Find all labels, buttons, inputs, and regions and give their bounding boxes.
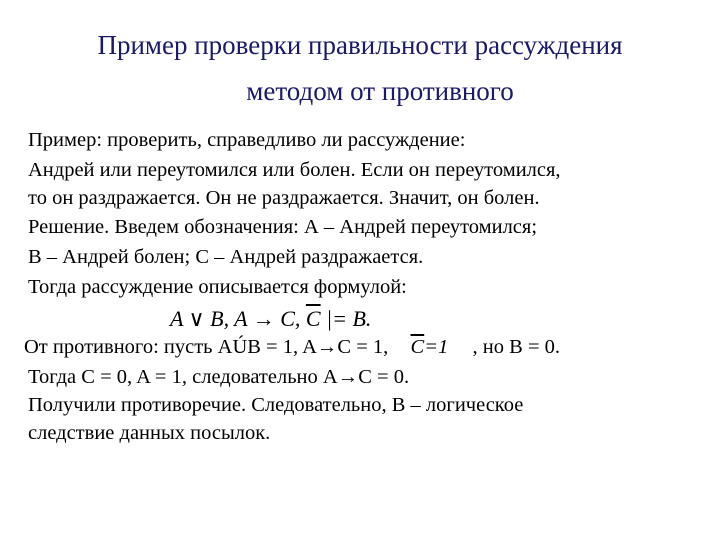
consequence-line: Тогда C = 0, A = 1, следовательно A→C = 0. [28, 366, 410, 388]
contradiction-conclusion-2: следствие данных посылок. [28, 422, 271, 444]
formula-intro: Тогда рассуждение описывается формулой: [28, 276, 407, 298]
formula-conclusion: |= B. [326, 306, 372, 331]
formula-not-c: $\overline{C}$ [305, 306, 321, 331]
assumption-not-c-value: =1 [424, 336, 449, 358]
example-statement: Пример: проверить, справедливо ли рассуждение: [28, 129, 466, 151]
slide-title-line2: методом от противного [246, 76, 514, 106]
contradiction-conclusion-1: Получили противоречие. Следовательно, В – логическое [28, 394, 524, 416]
logic-formula [170, 308, 371, 330]
premise-line-2: то он раздражается. Он не раздражается. Значит, он болен. [28, 187, 540, 209]
contradiction-assumption [24, 337, 560, 358]
assumption-b-value: , но B = 0. [472, 336, 561, 358]
premise-line-1: Андрей или переутомился или болен. Если он переутомился, [28, 159, 561, 181]
solution-notation-1: Решение. Введем обозначения: А – Андрей переутомился; [28, 216, 538, 238]
formula-premises: A ∨ B, A → C, [170, 306, 301, 331]
assumption-not-c: $\overline{C}$ [410, 336, 425, 358]
solution-notation-2: В – Андрей болен; С – Андрей раздражается. [28, 246, 424, 268]
slide-title-line1: Пример проверки правильности рассуждения [97, 30, 623, 60]
assumption-text: От противного: пусть AÚB = 1, A→C = 1, [24, 336, 389, 358]
